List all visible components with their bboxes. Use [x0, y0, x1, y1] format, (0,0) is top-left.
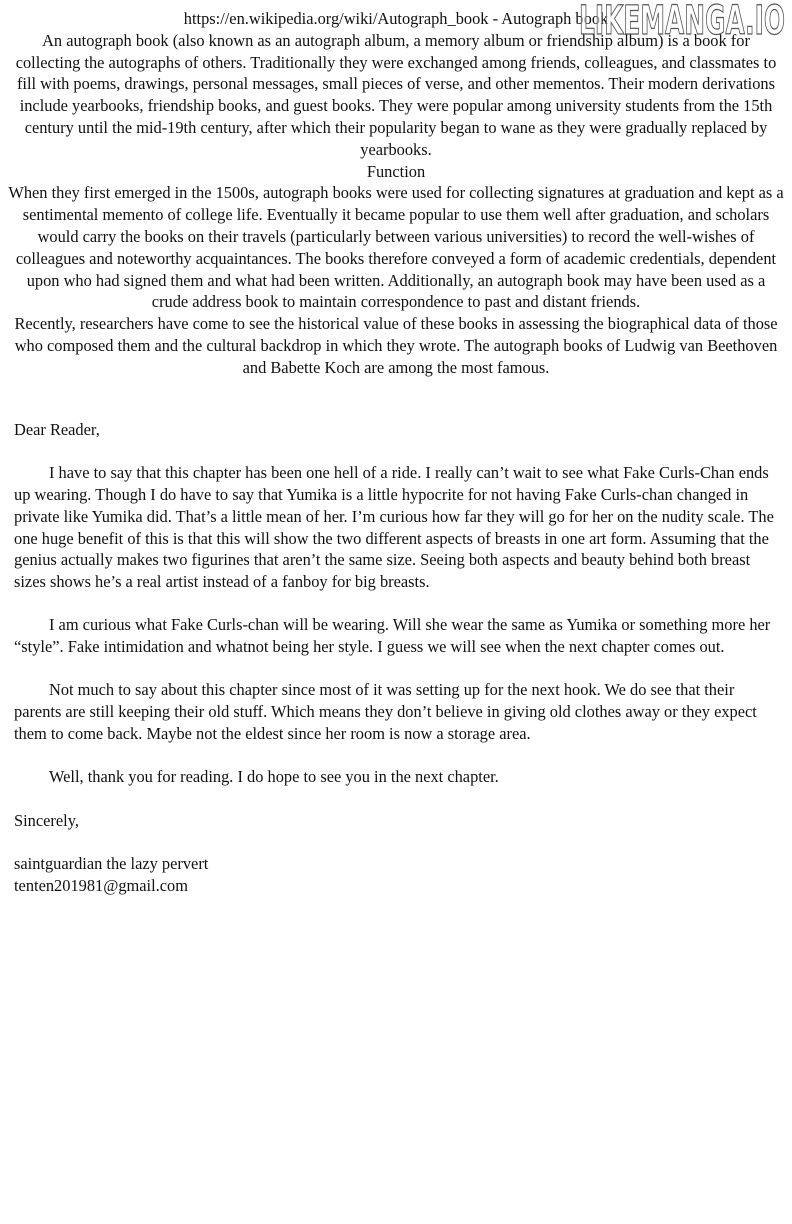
watermark-logo	[576, 0, 788, 40]
letter-to-reader	[14, 419, 784, 896]
section-heading-function: Function	[366, 161, 426, 181]
letter-paragraph: Well, thank you for reading. I do hope to see you in the next chapter.	[49, 767, 499, 787]
recent-paragraph: Recently, researchers have come to see the historical value of these books in assessing the biographical data of those who composed them and the cultural backdrop in which they wrote. The autograph books of Ludwig van Beethoven and Babette Koch are among the most famous.	[14, 314, 778, 377]
intro-paragraph: An autograph book (also known as an autograph album, a memory album or friendship album) is a book for collecting the autographs of others. Traditionally they were exchanged among friends, colleagues, and classmates to fill with poems, drawings, personal messages, small pieces of verse, and other mementos. Their modern derivations include yearbooks, friendship books, and guest books. They were popular among university students from the 15th century until the mid-19th century, after which their popularity began to wane as they were gradually replaced by yearbooks.	[15, 30, 777, 159]
wikipedia-excerpt	[8, 8, 784, 379]
letter-paragraph: I am curious what Fake Curls-chan will be wearing. Will she wear the same as Yumika or something more her “style”. Fake intimidation and whatnot being her style. I guess we will see when the next chapter comes out.	[14, 615, 771, 656]
letter-paragraph: I have to say that this chapter has been one hell of a ride. I really can’t wait to see what Fake Curls-Chan ends up wearing. Though I do have to say that Yumika is a little hypocrite for not having Fake Curls-chan changed in private like Yumika did. That’s a little mean of her. I’m curious how far they will go for her on the nudity scale. The one huge benefit of this is that this will show the two different aspects of breasts in one art form. Assuming that the genius actually makes two figurines that aren’t the same size. Seeing both aspects and beauty behind both breast sizes shows he’s a real artist instead of a fanboy for big breasts.	[14, 463, 774, 591]
letter-signature: saintguardian the lazy pervert	[14, 853, 209, 873]
letter-email: tenten201981@gmail.com	[14, 875, 188, 895]
function-paragraph: When they first emerged in the 1500s, autograph books were used for collecting signatures at graduation and kept as a sentimental memento of college life. Eventually it became popular to use them well after graduation, and scholars would carry the books on their travels (particularly between various universities) to record the well-wishes of colleagues and noteworthy acquaintances. The books therefore conveyed a form of academic credentials, dependent upon who had signed them and what had been written. Additionally, an autograph book may have been used as a crude address book to maintain correspondence to past and distant friends.	[8, 183, 784, 312]
svg-text:LIKEMANGA.IO: LIKEMANGA.IO	[579, 0, 785, 40]
letter-paragraph: Not much to say about this chapter since most of it was setting up for the next hook. We do see that their parents are still keeping their old stuff. Which means they don’t believe in giving old clothes away or they expect them to come back. Maybe not the eldest since her room is now a storage area.	[14, 680, 757, 743]
letter-salutation: Dear Reader,	[14, 420, 100, 439]
source-line: https://en.wikipedia.org/wiki/Autograph_book - Autograph book	[183, 9, 609, 28]
letter-closing: Sincerely,	[14, 810, 79, 830]
